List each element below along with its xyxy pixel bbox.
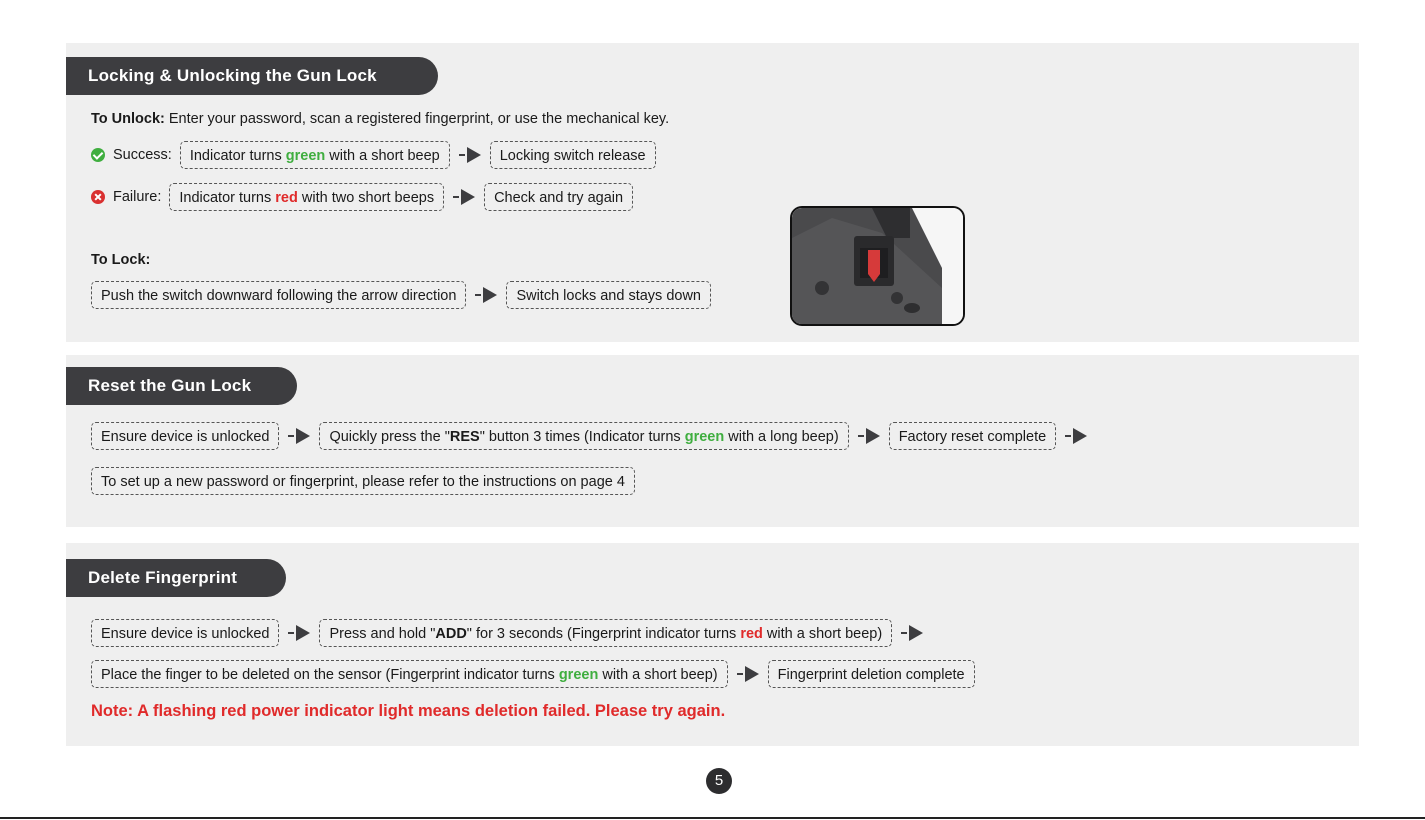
delete-row-2 <box>91 660 975 688</box>
failure-color-word: red <box>275 190 298 206</box>
reset-section-title: Reset the Gun Lock <box>66 367 297 405</box>
arrow-right-icon <box>288 428 310 444</box>
arrow-right-icon <box>737 666 759 682</box>
unlock-text: Enter your password, scan a registered fingerprint, or use the mechanical key. <box>164 111 670 127</box>
place-finger-text-pre: Place the finger to be deleted on the sensor (Fingerprint indicator turns <box>101 667 559 683</box>
reset-step-press-res <box>319 422 848 450</box>
delete-step-press-add <box>319 619 892 647</box>
failure-step-text-post: with two short beeps <box>297 190 435 206</box>
lock-row <box>91 281 711 309</box>
reset-step-setup-reference: To set up a new password or fingerprint, please refer to the instructions on page 4 <box>91 467 635 495</box>
arrow-right-icon <box>288 625 310 641</box>
delete-row-1 <box>91 619 932 647</box>
failure-step-result: Check and try again <box>484 183 633 211</box>
delete-step-text-mid: " for 3 seconds (Fingerprint indicator turns <box>466 626 741 642</box>
delete-step-ensure-unlocked: Ensure device is unlocked <box>91 619 279 647</box>
lock-step-result: Switch locks and stays down <box>506 281 711 309</box>
arrow-right-icon <box>858 428 880 444</box>
reset-color-word: green <box>684 429 725 445</box>
arrow-right-icon <box>901 625 923 641</box>
lock-step-push: Push the switch downward following the arrow direction <box>91 281 466 309</box>
reset-step-complete: Factory reset complete <box>889 422 1056 450</box>
place-finger-text-post: with a short beep) <box>598 667 718 683</box>
delete-step-complete: Fingerprint deletion complete <box>768 660 975 688</box>
arrow-right-icon <box>475 287 497 303</box>
deletion-failure-note: Note: A flashing red power indicator light means deletion failed. Please try again. <box>91 702 726 720</box>
page-number: 5 <box>706 768 732 794</box>
arrow-right-icon <box>1065 428 1087 444</box>
lock-label: To Lock: <box>91 252 151 268</box>
delete-step-place-finger <box>91 660 728 688</box>
reset-step-text-post: with a long beep) <box>724 429 839 445</box>
success-step-text-post: with a short beep <box>325 148 440 164</box>
failure-step-text-pre: Indicator turns <box>179 190 276 206</box>
delete-step-text-post: with a short beep) <box>762 626 883 642</box>
delete-step-text-pre: Press and hold " <box>329 626 436 642</box>
success-step-text-pre: Indicator turns <box>189 148 286 164</box>
lock-switch-photo <box>790 206 965 326</box>
reset-step-text-mid: " button 3 times (Indicator turns <box>479 429 685 445</box>
success-row <box>91 141 656 169</box>
reset-step-ensure-unlocked: Ensure device is unlocked <box>91 422 279 450</box>
success-step-indicator <box>180 141 450 169</box>
res-button-label: RES <box>449 429 480 445</box>
reset-row-2 <box>91 467 635 495</box>
unlock-label: To Unlock: <box>91 111 165 127</box>
reset-row-1 <box>91 422 1096 450</box>
delete-color-word-red: red <box>740 626 763 642</box>
lock-switch-illustration <box>792 208 963 324</box>
failure-label: Failure: <box>113 189 162 205</box>
bottom-divider <box>0 817 1425 819</box>
failure-step-indicator <box>169 183 444 211</box>
unlock-instruction <box>91 111 669 127</box>
check-circle-icon <box>91 148 105 162</box>
add-button-label: ADD <box>435 626 467 642</box>
delete-color-word-green: green <box>558 667 599 683</box>
x-circle-icon <box>91 190 105 204</box>
arrow-right-icon <box>453 189 475 205</box>
failure-row <box>91 183 633 211</box>
success-color-word: green <box>285 148 326 164</box>
reset-step-text-pre: Quickly press the " <box>329 429 450 445</box>
success-label: Success: <box>113 147 172 163</box>
arrow-right-icon <box>459 147 481 163</box>
delete-section-title: Delete Fingerprint <box>66 559 286 597</box>
locking-section-title: Locking & Unlocking the Gun Lock <box>66 57 438 95</box>
success-step-result: Locking switch release <box>490 141 656 169</box>
